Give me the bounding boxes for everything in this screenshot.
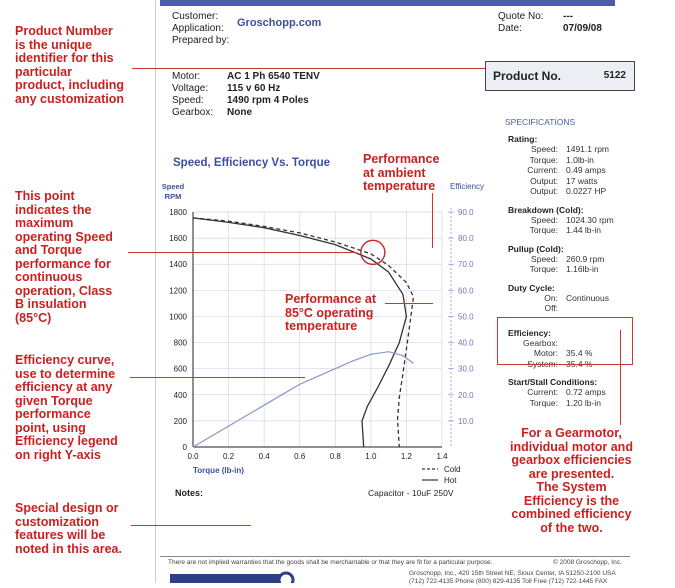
y-tick-label: 600: [173, 364, 187, 374]
y2-tick-label: 80.0: [458, 234, 474, 244]
spec-row: [508, 176, 648, 187]
spec-row: [508, 398, 648, 409]
spec-group-title: Breakdown (Cold):: [508, 204, 584, 215]
max-point-line: performance for: [15, 256, 111, 271]
spec-row: [508, 215, 648, 226]
spec-row: [508, 165, 648, 176]
spec-group-title: Duty Cycle:: [508, 282, 555, 293]
spec-label: Torque:: [529, 264, 558, 274]
spec-value: 1024.30 rpm: [566, 214, 614, 225]
quote-label: Quote No:: [498, 11, 544, 22]
gearmotor-line: of the two.: [540, 520, 603, 535]
speed-value: 1490 rpm 4 Poles: [227, 95, 309, 106]
y-tick-label: 0: [182, 443, 187, 452]
motor-value: AC 1 Ph 6540 TENV: [227, 71, 320, 82]
max-point-line: B insulation: [15, 297, 87, 311]
spec-label: Output:: [530, 175, 558, 186]
gearmotor-line: For a Gearmotor,: [521, 426, 622, 440]
product-number-value: 5122: [603, 70, 626, 81]
gearmotor-line: Efficiency is the: [523, 493, 620, 508]
spec-row: [508, 186, 648, 197]
product-number-line: any customization: [15, 91, 125, 106]
y-tick-label: 400: [173, 390, 187, 400]
ambient-line: at ambient: [363, 165, 426, 180]
phones: (712) 722-4135 Phone (800) 829-4135 Toll Free (712) 722-1445 FAX: [409, 578, 608, 585]
capacitor-note: Capacitor - 10uF 250V: [368, 488, 454, 498]
voltage-value: 115 v 60 Hz: [227, 83, 281, 94]
max-point-line: indicates the: [15, 202, 92, 217]
gearbox-label: Gearbox:: [172, 107, 214, 118]
max-point-line: operating Speed: [15, 229, 113, 244]
pointer-line-ambient: [432, 193, 433, 248]
max-point-line: maximum: [15, 216, 74, 230]
spec-group-title: Efficiency:: [508, 327, 551, 338]
spec-label: Speed:: [531, 214, 558, 225]
spec-value: Continuous: [566, 292, 610, 303]
specifications-list: [508, 134, 648, 408]
gearbox-value: None: [227, 107, 252, 118]
y2-axis-label: Efficiency: [449, 182, 485, 191]
x-tick-label: 0.4: [258, 452, 270, 461]
spec-label: On:: [544, 292, 558, 303]
y2-tick-label: 40.0: [458, 338, 474, 348]
disclaimer: There are not implied warranties that the goods shall be merchantable or that they are fit for a particular purpose.: [168, 559, 493, 566]
motor-label: Motor:: [172, 71, 201, 82]
y-axis-label: RPM: [164, 192, 182, 201]
copyright: © 2008 Groschopp, Inc.: [553, 559, 622, 566]
efficiency-curve-line: Efficiency legend: [15, 434, 118, 448]
y-tick-label: 200: [173, 416, 187, 426]
gearmotor-line: gearbox efficiencies: [511, 453, 632, 467]
product-number-line: Product Number: [15, 24, 113, 38]
spec-label: Current:: [527, 165, 558, 175]
x-tick-label: 1.4: [436, 452, 448, 461]
gearmotor-line: are presented.: [528, 466, 615, 481]
efficiency-curve-line: performance: [15, 407, 91, 421]
gearmotor-line: individual motor and: [510, 439, 633, 454]
y-axis-label: Speed: [161, 182, 185, 191]
pointer-line-product: [132, 68, 485, 69]
spec-row: [508, 254, 648, 265]
header-bar: [160, 0, 615, 6]
product-number-line: product, including: [15, 78, 125, 92]
ambient-line: temperature: [363, 179, 436, 193]
special-design-line: features will be: [15, 528, 106, 542]
quote-value: ---: [563, 11, 573, 22]
spec-label: Current:: [527, 387, 558, 397]
hot-line: Performance at: [285, 292, 377, 306]
efficiency-curve-line: on right Y-axis: [15, 447, 101, 462]
spec-label: Torque:: [529, 225, 558, 235]
efficiency-highlight-box: [497, 317, 633, 365]
x-tick-label: 0.6: [294, 452, 306, 461]
x-tick-label: 0.0: [187, 452, 199, 461]
spec-label: Speed:: [531, 253, 558, 264]
product-number-line: identifier for this: [15, 51, 114, 65]
spec-value: 17 watts: [566, 175, 598, 186]
y-tick-label: 1000: [169, 312, 187, 322]
hot-line: temperature: [285, 319, 358, 333]
spec-row: [508, 225, 648, 236]
x-tick-label: 0.8: [329, 452, 341, 461]
legend-label-cold: Cold: [444, 465, 461, 474]
chart-title: Speed, Efficiency Vs. Torque: [173, 157, 330, 169]
special-design-line: Special design or: [15, 501, 119, 515]
spec-value: 35.4 %: [566, 348, 593, 358]
y-tick-label: 1400: [169, 260, 187, 270]
pointer-line-special: [131, 525, 251, 526]
spec-value: 1.20 lb-in: [566, 397, 601, 408]
max-point-line: This point: [15, 189, 75, 203]
y2-tick-label: 70.0: [458, 260, 474, 270]
pointer-line-efficiency: [130, 377, 305, 378]
spec-value: 260.9 rpm: [566, 253, 605, 264]
date-value: 07/09/08: [563, 23, 602, 34]
spec-row: [508, 387, 648, 398]
speed-label: Speed:: [172, 95, 204, 106]
spec-group-title: Rating:: [508, 134, 538, 144]
footer-divider: [160, 556, 630, 557]
spec-group-title: Start/Stall Conditions:: [508, 377, 598, 387]
product-number-label: Product No.: [493, 69, 561, 83]
spec-label: Output:: [530, 186, 558, 196]
spec-value: 0.72 amps: [566, 387, 606, 397]
annotation-efficiency-curve: [15, 354, 118, 462]
max-point-line: operation, Class: [15, 283, 113, 298]
x-axis-label: Torque (lb-in): [193, 466, 244, 475]
spec-label: Speed:: [531, 144, 558, 154]
spec-value: 35.4 %: [566, 358, 593, 369]
efficiency-curve-line: given Torque: [15, 393, 93, 408]
y2-tick-label: 90.0: [458, 208, 474, 217]
y-tick-label: 1800: [169, 208, 187, 217]
voltage-label: Voltage:: [172, 83, 209, 94]
spec-value: 1.0lb-in: [566, 154, 594, 165]
product-number-line: particular: [15, 64, 72, 79]
spec-value: 1491.1 rpm: [566, 144, 609, 154]
spec-label: System:: [527, 358, 558, 369]
y2-tick-label: 10.0: [458, 416, 474, 426]
annotation-ambient: [363, 153, 439, 194]
annotation-product-number: [15, 25, 124, 106]
spec-row: [508, 144, 648, 155]
special-design-line: customization: [15, 514, 100, 529]
spec-row: [508, 264, 648, 275]
special-design-line: noted in this area.: [15, 541, 122, 556]
spec-value: 0.0227 HP: [566, 186, 607, 196]
spec-value: 1.16lb-in: [566, 264, 599, 274]
legend-label-hot: Hot: [444, 476, 457, 485]
y2-tick-label: 20.0: [458, 390, 474, 400]
annotation-max-point: [15, 190, 113, 325]
spec-label: Torque:: [529, 154, 558, 165]
spec-label: Torque:: [529, 397, 558, 408]
spec-label: Motor:: [533, 348, 558, 358]
y-tick-label: 1200: [169, 286, 187, 296]
annotation-gearmotor: [504, 427, 639, 535]
specifications-title: SPECIFICATIONS: [505, 117, 576, 127]
efficiency-curve-line: point, using: [15, 420, 86, 435]
customer-value: Groschopp.com: [237, 17, 322, 29]
efficiency-curve-line: Efficiency curve,: [15, 353, 115, 367]
spec-row: [508, 293, 648, 304]
y-tick-label: 800: [173, 338, 187, 348]
groschopp-logo-icon: [170, 570, 295, 583]
spec-group-title: Pullup (Cold):: [508, 243, 564, 254]
product-number-line: is the unique: [15, 37, 93, 52]
x-tick-label: 1.0: [365, 452, 377, 461]
series-efficiency-line: [193, 352, 414, 447]
pointer-line-max: [128, 252, 356, 253]
spec-value: 0.49 amps: [566, 165, 606, 175]
x-tick-label: 1.2: [400, 452, 412, 461]
max-point-line: continuous: [15, 270, 83, 284]
x-tick-label: 0.2: [223, 452, 235, 461]
max-point-line: and Torque: [15, 243, 83, 257]
spec-row: [508, 303, 648, 314]
efficiency-curve-line: use to determine: [15, 366, 116, 381]
product-number-box: [485, 61, 635, 91]
y2-tick-label: 30.0: [458, 364, 474, 374]
spec-row: [508, 155, 648, 166]
gearmotor-line: The System: [536, 480, 607, 494]
hot-line: 85°C operating: [285, 305, 374, 320]
address: Groschopp, Inc., 420 15th Street NE, Sioux Center, IA 51250-2100 USA: [409, 570, 616, 577]
ambient-line: Performance: [363, 152, 440, 166]
y2-tick-label: 60.0: [458, 286, 474, 296]
application-label: Application:: [172, 23, 224, 34]
spec-value: 1.44 lb-in: [566, 225, 601, 235]
notes-label: Notes:: [175, 488, 204, 498]
gearmotor-line: combined efficiency: [511, 507, 632, 521]
y-tick-label: 1600: [169, 234, 187, 244]
prepared-label: Prepared by:: [172, 35, 230, 46]
date-label: Date:: [498, 23, 522, 34]
pointer-line-hot: [385, 303, 433, 304]
customer-label: Customer:: [172, 11, 219, 22]
spec-label: Gearbox:: [523, 337, 558, 348]
annotation-special-design: [15, 502, 122, 556]
y2-tick-label: 50.0: [458, 312, 474, 322]
spec-label: Off:: [544, 303, 558, 313]
max-point-line: (85°C): [15, 310, 52, 325]
efficiency-curve-line: efficiency at any: [15, 380, 113, 394]
annotation-hot: [285, 293, 376, 334]
